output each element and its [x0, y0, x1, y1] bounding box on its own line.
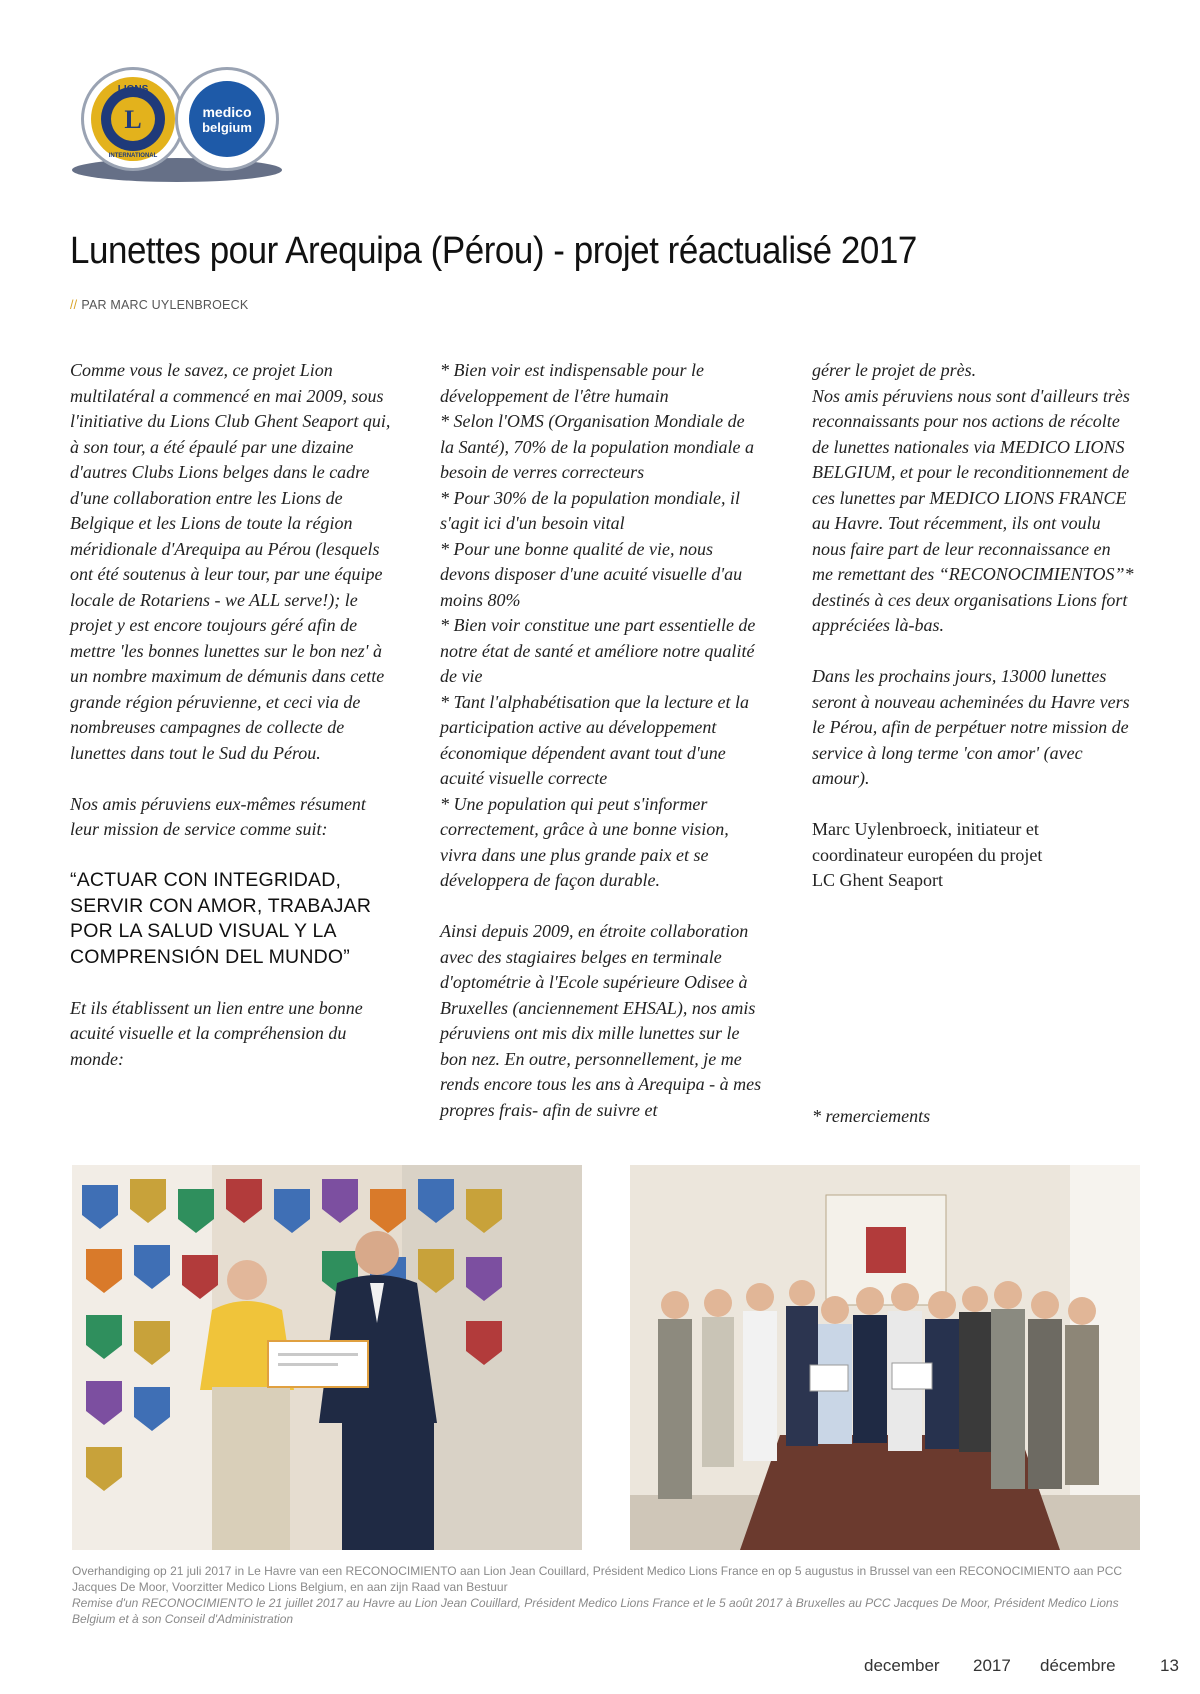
bullet-item: * Bien voir est indispensable pour le développement de l'être humain [440, 360, 704, 406]
bullet-item: * Bien voir constitue une part essentielle de notre état de santé et améliore notre qualité de vie [440, 615, 756, 686]
footnote: * remerciements [812, 1106, 931, 1126]
footer-month-nl: december [864, 1656, 940, 1675]
logo-block [70, 70, 290, 185]
footer-month-fr: décembre [1040, 1656, 1116, 1675]
medico-line1: medico [202, 104, 252, 120]
lions-letter: L [124, 105, 142, 134]
bullet-item: * Selon l'OMS (Organisation Mondiale de la Santé), 70% de la population mondiale a besoin de verres correcteurs [440, 411, 754, 482]
lions-bottom-text: INTERNATIONAL [108, 153, 158, 159]
col1-paragraph-3: Et ils établissent un lien entre une bonne acuité visuelle et la compréhension du monde: [70, 997, 363, 1069]
column-3 [812, 358, 1134, 894]
byline [70, 298, 248, 312]
medico-line2: belgium [202, 120, 252, 135]
caption-dutch: Overhandiging op 21 juli 2017 in Le Havre van een RECONOCIMIENTO aan Lion Jean Couillard, Président Medico Lions France en op 5 augustus in Brussel van een RECONOCIMIENTO aan PCC Jacques De Moor, Voorzitter Medico Lions Belgium, en aan zijn Raad van Bestuur [72, 1564, 1123, 1594]
byline-author: PAR MARC UYLENBROECK [81, 298, 249, 312]
column-1 [70, 358, 392, 1098]
bullet-item: * Tant l'alphabétisation que la lecture et la participation active au développement économique dépendent avant tout d'une acuité visuelle correcte [440, 691, 749, 788]
caption-french: Remise d'un RECONOCIMIENTO le 21 juillet 2017 au Havre au Lion Jean Couillard, Président Medico Lions France et le 5 août 2017 à Bruxelles au PCC Jacques De Moor, Président Medico Lions Belgium et à son Conseil d'Administration [72, 1596, 1119, 1626]
col3-paragraph-1: gérer le projet de près. [812, 360, 977, 380]
footer-year: 2017 [973, 1656, 1011, 1675]
lions-top-text: LIONS [117, 84, 149, 95]
col2-paragraph-end: Ainsi depuis 2009, en étroite collaboration avec des stagiaires belges en terminale d'optométrie à l'Ecole supérieure Odisee à Bruxelles (anciennement EHSAL), nos amis péruviens ont mis dix mille lunettes sur le bon nez. En outre, personnellement, je me rends encore tous les ans à Arequipa - à mes propres frais- afin de suivre et [440, 921, 762, 1120]
medico-emblem-icon [188, 80, 266, 158]
col3-paragraph-2: Nos amis péruviens nous sont d'ailleurs très reconnaissants pour nos actions de récolte de lunettes nationales via MEDICO LIONS BELGIUM, et pour le reconditionnement de ces lunettes par MEDICO LIONS FRANCE au Havre. Tout récemment, ils ont voulu nous faire part de leur reconnaissance en me remettant des “RECONOCIMIENTOS”* destinés à ces deux organisations Lions fort appréciées là-bas. [812, 385, 1134, 635]
column-2 [440, 358, 762, 1149]
photo-caption [72, 1563, 1142, 1627]
photo-handover-image [72, 1165, 582, 1550]
col1-paragraph-1: Comme vous le savez, ce projet Lion multilatéral a commencé en mai 2009, sous l'initiative du Lions Club Ghent Seaport qui, à son tour, a été épaulé par une dizaine d'autres Clubs Lions belges dans le cadre d'une collaboration entre les Lions de Belgique et les Lions de toute la région méridionale d'Arequipa au Pérou (lesquels ont été soutenus à leur tour, par une équipe locale de Rotariens - we ALL serve!); le projet y est encore toujours géré afin de mettre 'les bonnes lunettes sur le bon nez' à un nombre maximum de démunis dans cette grande région péruvienne, et ceci via de nombreuses campagnes de collecte de lunettes dans tout le Sud du Pérou. [70, 360, 391, 763]
article-title: Lunettes pour Arequipa (Pérou) - projet réactualisé 2017 [70, 230, 917, 272]
mission-quote: “ACTUAR CON INTEGRIDAD, SERVIR CON AMOR, TRABAJAR POR LA SALUD VISUAL Y LA COMPRENSIÓN DEL MUNDO” [70, 869, 372, 968]
bullet-item: * Une population qui peut s'informer correctement, grâce à une bonne vision, vivra dans une plus grande paix et se développera de façon durable. [440, 793, 729, 890]
medico-belgium-logo [178, 70, 276, 168]
signature-line-2: LC Ghent Seaport [812, 870, 943, 890]
bullet-item: * Pour 30% de la population mondiale, il s'agit ici d'un besoin vital [440, 487, 740, 533]
photo-certificate-handover [72, 1165, 582, 1550]
page-number: 13 [1160, 1656, 1179, 1675]
col1-paragraph-2: Nos amis péruviens eux-mêmes résument leur mission de service comme suit: [70, 793, 366, 839]
byline-accent: // [70, 298, 78, 312]
photo-group [630, 1165, 1140, 1550]
signature-line-1: Marc Uylenbroeck, initiateur et coordinateur européen du projet [812, 819, 1043, 865]
lions-emblem-icon [89, 75, 177, 163]
col3-paragraph-3: Dans les prochains jours, 13000 lunettes seront à nouveau acheminées du Havre vers le Pérou, afin de perpétuer notre mission de service à long terme 'con amor' (avec amour). [812, 666, 1130, 788]
bullet-item: * Pour une bonne qualité de vie, nous devons disposer d'une acuité visuelle d'au moins 80% [440, 538, 743, 610]
photo-group-image [630, 1165, 1140, 1550]
lions-logo [84, 70, 182, 168]
